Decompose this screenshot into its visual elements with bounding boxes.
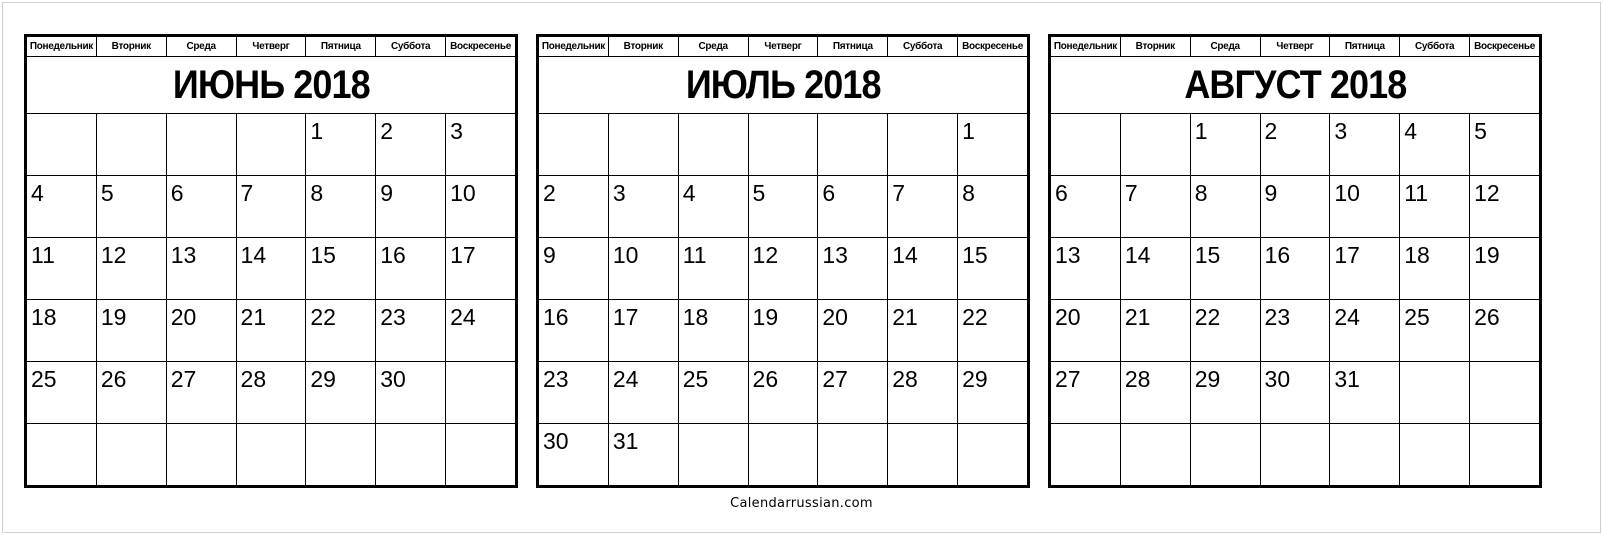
day-cell: 18 xyxy=(678,300,748,362)
day-cell xyxy=(166,114,236,176)
day-cell: 8 xyxy=(958,176,1028,238)
day-cell xyxy=(1190,424,1260,486)
week-row xyxy=(1051,238,1540,300)
weekday-label: Пятница xyxy=(306,37,376,57)
day-cell: 17 xyxy=(608,300,678,362)
day-cell: 25 xyxy=(678,362,748,424)
day-cell: 26 xyxy=(1470,300,1540,362)
day-cell: 19 xyxy=(748,300,818,362)
day-cell: 10 xyxy=(608,238,678,300)
day-cell xyxy=(958,424,1028,486)
day-cell: 12 xyxy=(748,238,818,300)
day-cell: 29 xyxy=(306,362,376,424)
day-cell: 9 xyxy=(376,176,446,238)
day-cell: 21 xyxy=(888,300,958,362)
weekday-label: Понедельник xyxy=(539,37,609,57)
weekday-label: Четверг xyxy=(748,37,818,57)
day-cell: 5 xyxy=(1470,114,1540,176)
day-cell xyxy=(1330,424,1400,486)
week-row xyxy=(1051,176,1540,238)
day-cell xyxy=(1260,424,1330,486)
day-cell: 9 xyxy=(539,238,609,300)
day-cell: 1 xyxy=(306,114,376,176)
week-row xyxy=(27,238,516,300)
week-row xyxy=(539,300,1028,362)
day-cell: 14 xyxy=(236,238,306,300)
day-cell: 5 xyxy=(96,176,166,238)
day-cell: 16 xyxy=(376,238,446,300)
day-cell: 31 xyxy=(1330,362,1400,424)
day-cell: 16 xyxy=(539,300,609,362)
day-cell: 22 xyxy=(1190,300,1260,362)
day-cell: 24 xyxy=(446,300,516,362)
calendar-grid xyxy=(26,36,516,486)
weekday-label: Четверг xyxy=(236,37,306,57)
day-cell xyxy=(1470,424,1540,486)
month-title-row xyxy=(1051,57,1540,114)
day-cell: 30 xyxy=(1260,362,1330,424)
day-cell xyxy=(27,114,97,176)
week-row xyxy=(1051,362,1540,424)
calendar-grid xyxy=(538,36,1028,486)
month-title: ИЮНЬ 2018 xyxy=(172,62,370,107)
day-cell: 24 xyxy=(608,362,678,424)
weekday-label: Пятница xyxy=(818,37,888,57)
day-cell: 25 xyxy=(1400,300,1470,362)
month-title-row xyxy=(27,57,516,114)
day-cell: 16 xyxy=(1260,238,1330,300)
month-title: ИЮЛЬ 2018 xyxy=(685,62,881,107)
day-cell: 29 xyxy=(1190,362,1260,424)
day-cell: 13 xyxy=(166,238,236,300)
week-row xyxy=(27,114,516,176)
day-cell xyxy=(1120,424,1190,486)
week-row xyxy=(539,176,1028,238)
weekday-header-row xyxy=(539,37,1028,57)
day-cell: 8 xyxy=(306,176,376,238)
day-cell: 6 xyxy=(166,176,236,238)
day-cell: 13 xyxy=(1051,238,1121,300)
week-row xyxy=(27,300,516,362)
month-title: АВГУСТ 2018 xyxy=(1183,62,1407,107)
weekday-label: Пятница xyxy=(1330,37,1400,57)
weekday-label: Понедельник xyxy=(1051,37,1121,57)
day-cell xyxy=(306,424,376,486)
day-cell: 18 xyxy=(27,300,97,362)
weekday-label: Среда xyxy=(1190,37,1260,57)
day-cell: 14 xyxy=(888,238,958,300)
day-cell: 3 xyxy=(446,114,516,176)
day-cell: 23 xyxy=(376,300,446,362)
day-cell: 26 xyxy=(748,362,818,424)
day-cell: 19 xyxy=(1470,238,1540,300)
day-cell: 6 xyxy=(1051,176,1121,238)
weekday-label: Четверг xyxy=(1260,37,1330,57)
day-cell: 4 xyxy=(27,176,97,238)
week-row xyxy=(27,176,516,238)
week-row xyxy=(1051,424,1540,486)
day-cell: 30 xyxy=(376,362,446,424)
day-cell: 22 xyxy=(306,300,376,362)
day-cell: 21 xyxy=(1120,300,1190,362)
day-cell: 28 xyxy=(888,362,958,424)
day-cell: 2 xyxy=(539,176,609,238)
day-cell: 23 xyxy=(539,362,609,424)
day-cell xyxy=(888,424,958,486)
day-cell: 14 xyxy=(1120,238,1190,300)
day-cell: 28 xyxy=(1120,362,1190,424)
day-cell xyxy=(446,362,516,424)
day-cell: 8 xyxy=(1190,176,1260,238)
day-cell: 27 xyxy=(166,362,236,424)
day-cell xyxy=(96,424,166,486)
day-cell xyxy=(1470,362,1540,424)
day-cell: 17 xyxy=(1330,238,1400,300)
month-calendar xyxy=(536,34,1030,488)
day-cell: 11 xyxy=(1400,176,1470,238)
day-cell xyxy=(888,114,958,176)
week-row xyxy=(539,362,1028,424)
day-cell xyxy=(1400,362,1470,424)
day-cell xyxy=(1051,114,1121,176)
day-cell xyxy=(236,424,306,486)
month-title-cell xyxy=(27,57,516,114)
weekday-label: Суббота xyxy=(888,37,958,57)
weekday-label: Воскресенье xyxy=(446,37,516,57)
day-cell: 17 xyxy=(446,238,516,300)
day-cell: 11 xyxy=(27,238,97,300)
weekday-header-row xyxy=(27,37,516,57)
day-cell: 3 xyxy=(608,176,678,238)
weekday-header-row xyxy=(1051,37,1540,57)
day-cell xyxy=(236,114,306,176)
week-row xyxy=(27,362,516,424)
week-row xyxy=(539,238,1028,300)
day-cell: 15 xyxy=(958,238,1028,300)
month-title-cell xyxy=(539,57,1028,114)
day-cell xyxy=(539,114,609,176)
day-cell: 31 xyxy=(608,424,678,486)
day-cell: 6 xyxy=(818,176,888,238)
weekday-label: Среда xyxy=(166,37,236,57)
day-cell: 7 xyxy=(236,176,306,238)
day-cell: 10 xyxy=(446,176,516,238)
day-cell: 15 xyxy=(1190,238,1260,300)
day-cell xyxy=(1400,424,1470,486)
day-cell: 20 xyxy=(1051,300,1121,362)
day-cell: 4 xyxy=(678,176,748,238)
day-cell: 27 xyxy=(1051,362,1121,424)
day-cell: 28 xyxy=(236,362,306,424)
day-cell: 20 xyxy=(818,300,888,362)
weekday-label: Среда xyxy=(678,37,748,57)
weekday-label: Вторник xyxy=(608,37,678,57)
week-row xyxy=(1051,300,1540,362)
day-cell: 2 xyxy=(1260,114,1330,176)
weekday-label: Вторник xyxy=(1120,37,1190,57)
weekday-label: Суббота xyxy=(376,37,446,57)
day-cell: 3 xyxy=(1330,114,1400,176)
site-footer: Calendarrussian.com xyxy=(730,496,873,511)
day-cell xyxy=(818,424,888,486)
day-cell: 5 xyxy=(748,176,818,238)
week-row xyxy=(539,424,1028,486)
day-cell: 4 xyxy=(1400,114,1470,176)
day-cell: 1 xyxy=(958,114,1028,176)
weekday-label: Понедельник xyxy=(27,37,97,57)
day-cell: 18 xyxy=(1400,238,1470,300)
weekday-label: Воскресенье xyxy=(1470,37,1540,57)
day-cell: 27 xyxy=(818,362,888,424)
day-cell xyxy=(96,114,166,176)
day-cell xyxy=(608,114,678,176)
week-row xyxy=(539,114,1028,176)
day-cell: 11 xyxy=(678,238,748,300)
day-cell xyxy=(1051,424,1121,486)
month-calendar xyxy=(1048,34,1542,488)
day-cell: 22 xyxy=(958,300,1028,362)
day-cell: 26 xyxy=(96,362,166,424)
day-cell: 19 xyxy=(96,300,166,362)
calendar-grid xyxy=(1050,36,1540,486)
day-cell xyxy=(376,424,446,486)
day-cell xyxy=(446,424,516,486)
day-cell: 23 xyxy=(1260,300,1330,362)
day-cell: 30 xyxy=(539,424,609,486)
weekday-label: Вторник xyxy=(96,37,166,57)
day-cell: 12 xyxy=(1470,176,1540,238)
day-cell: 29 xyxy=(958,362,1028,424)
day-cell: 15 xyxy=(306,238,376,300)
day-cell: 12 xyxy=(96,238,166,300)
day-cell: 24 xyxy=(1330,300,1400,362)
day-cell xyxy=(748,114,818,176)
weekday-label: Суббота xyxy=(1400,37,1470,57)
day-cell: 9 xyxy=(1260,176,1330,238)
day-cell: 2 xyxy=(376,114,446,176)
day-cell xyxy=(818,114,888,176)
month-calendar xyxy=(24,34,518,488)
day-cell: 25 xyxy=(27,362,97,424)
day-cell xyxy=(678,424,748,486)
day-cell xyxy=(748,424,818,486)
month-title-cell xyxy=(1051,57,1540,114)
week-row xyxy=(1051,114,1540,176)
day-cell: 1 xyxy=(1190,114,1260,176)
day-cell xyxy=(166,424,236,486)
day-cell: 20 xyxy=(166,300,236,362)
day-cell: 21 xyxy=(236,300,306,362)
day-cell: 7 xyxy=(1120,176,1190,238)
day-cell xyxy=(27,424,97,486)
month-title-row xyxy=(539,57,1028,114)
day-cell: 10 xyxy=(1330,176,1400,238)
week-row xyxy=(27,424,516,486)
day-cell: 7 xyxy=(888,176,958,238)
day-cell xyxy=(678,114,748,176)
weekday-label: Воскресенье xyxy=(958,37,1028,57)
day-cell: 13 xyxy=(818,238,888,300)
day-cell xyxy=(1120,114,1190,176)
